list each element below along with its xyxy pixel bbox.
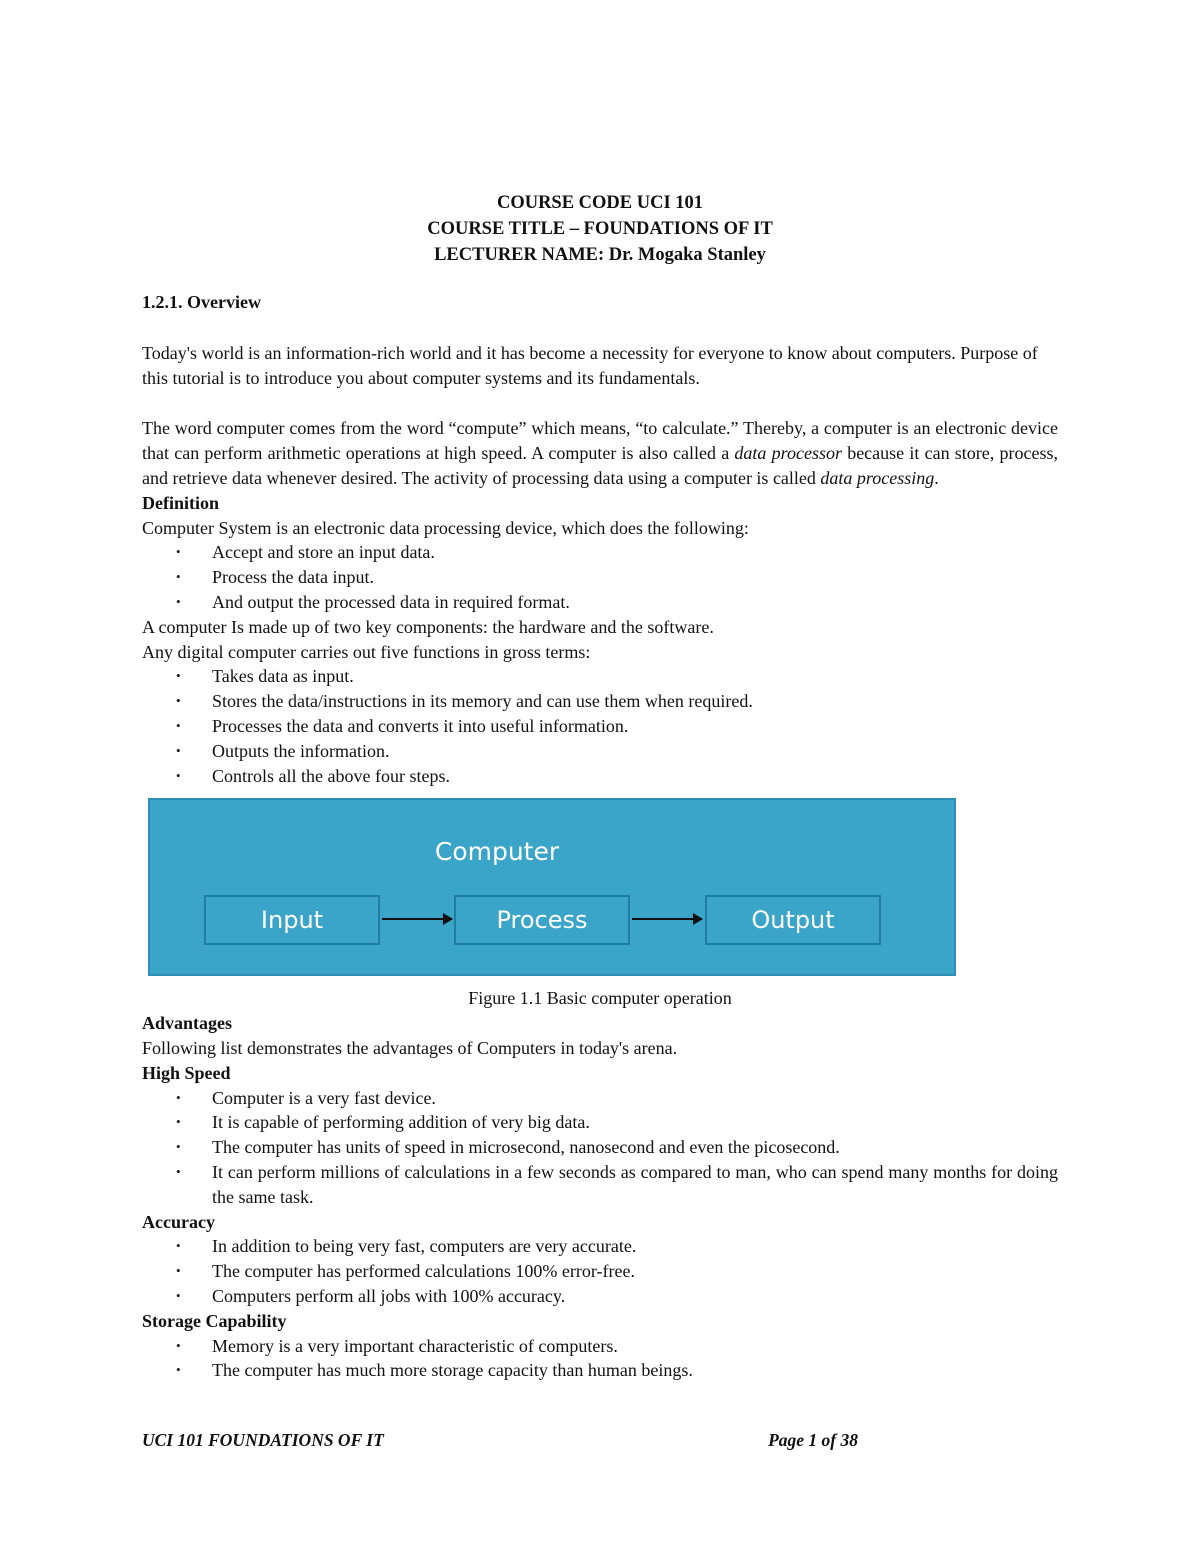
- definition-heading: Definition: [142, 492, 220, 513]
- overview-paragraph-1: Today's world is an information-rich world and it has become a necessity for everyone to know about computers. Purpose of this tutorial is to introduce you about computer systems and its fundamentals.: [142, 342, 1038, 388]
- input-box: Input: [204, 895, 380, 945]
- figure-caption: Figure 1.1 Basic computer operation: [468, 988, 732, 1009]
- advantages-heading: Advantages: [142, 1013, 233, 1034]
- list-item: • Accept and store an input data.: [142, 540, 1058, 565]
- term-data-processor: data processor: [734, 443, 842, 464]
- list-item: • Computers perform all jobs with 100% accuracy.: [142, 1284, 1058, 1309]
- definition-intro: Computer System is an electronic data processing device, which does the following:: [142, 517, 749, 538]
- list-item: • It is capable of performing addition of very big data.: [142, 1110, 1058, 1135]
- definition-list: [142, 540, 1058, 614]
- computer-operation-diagram: [148, 798, 956, 976]
- accuracy-list: [142, 1234, 1058, 1308]
- page-number: Page 1 of 38: [768, 1430, 858, 1450]
- storage-list: [142, 1334, 1058, 1384]
- overview-heading: 1.2.1. Overview: [142, 292, 261, 312]
- overview-paragraph-2: [142, 416, 1058, 490]
- list-item: • It can perform millions of calculations in a few seconds as compared to man, who can spend many months for doing the same task.: [142, 1160, 1058, 1210]
- list-item: • The computer has performed calculations 100% error-free.: [142, 1259, 1058, 1284]
- course-title: COURSE TITLE – FOUNDATIONS OF IT: [427, 219, 773, 239]
- storage-heading: Storage Capability: [142, 1310, 287, 1331]
- diagram-title: Computer: [434, 837, 560, 867]
- high-speed-list: [142, 1086, 1058, 1210]
- list-item: • Controls all the above four steps.: [142, 764, 1058, 789]
- list-item: • The computer has much more storage capacity than human beings.: [142, 1358, 1058, 1383]
- para2-text-a: The word computer comes from the word “compute” which means, “to calculate.” Thereby, a computer is an electronic device that can perform arithmetic operations at high speed. A computer is also called a: [142, 418, 1058, 464]
- document-body: [142, 290, 1058, 1383]
- footer-course: UCI 101 FOUNDATIONS OF IT: [142, 1430, 384, 1450]
- list-item: • The computer has units of speed in microsecond, nanosecond and even the picosecond.: [142, 1135, 1058, 1160]
- functions-list: [142, 664, 1058, 788]
- list-item: • Memory is a very important characteristic of computers.: [142, 1334, 1058, 1359]
- list-item: • Takes data as input.: [142, 664, 1058, 689]
- list-item: • Processes the data and converts it into useful information.: [142, 714, 1058, 739]
- arrow-icon: [632, 918, 702, 920]
- process-box: Process: [454, 895, 630, 945]
- output-box: Output: [705, 895, 881, 945]
- list-item: • In addition to being very fast, computers are very accurate.: [142, 1234, 1058, 1259]
- advantages-intro: Following list demonstrates the advantages of Computers in today's arena.: [142, 1037, 678, 1058]
- components-text: A computer Is made up of two key components: the hardware and the software.: [142, 616, 714, 637]
- high-speed-heading: High Speed: [142, 1062, 231, 1083]
- list-item: • Computer is a very fast device.: [142, 1086, 1058, 1111]
- functions-intro: Any digital computer carries out five functions in gross terms:: [142, 641, 591, 662]
- term-data-processing: data processing: [820, 467, 935, 488]
- lecturer-name: LECTURER NAME: Dr. Mogaka Stanley: [434, 245, 766, 265]
- document-header: [0, 190, 1200, 268]
- list-item: • Process the data input.: [142, 565, 1058, 590]
- list-item: • Outputs the information.: [142, 739, 1058, 764]
- arrow-icon: [382, 918, 452, 920]
- list-item: • And output the processed data in required format.: [142, 590, 1058, 615]
- para2-text-b: because it can store, process, and retrieve data whenever desired. The activity of processing data using a computer is called: [142, 443, 1058, 488]
- accuracy-heading: Accuracy: [142, 1211, 215, 1232]
- para2-text-c: .: [934, 467, 939, 488]
- list-item: • Stores the data/instructions in its memory and can use them when required.: [142, 689, 1058, 714]
- course-code: COURSE CODE UCI 101: [496, 193, 704, 213]
